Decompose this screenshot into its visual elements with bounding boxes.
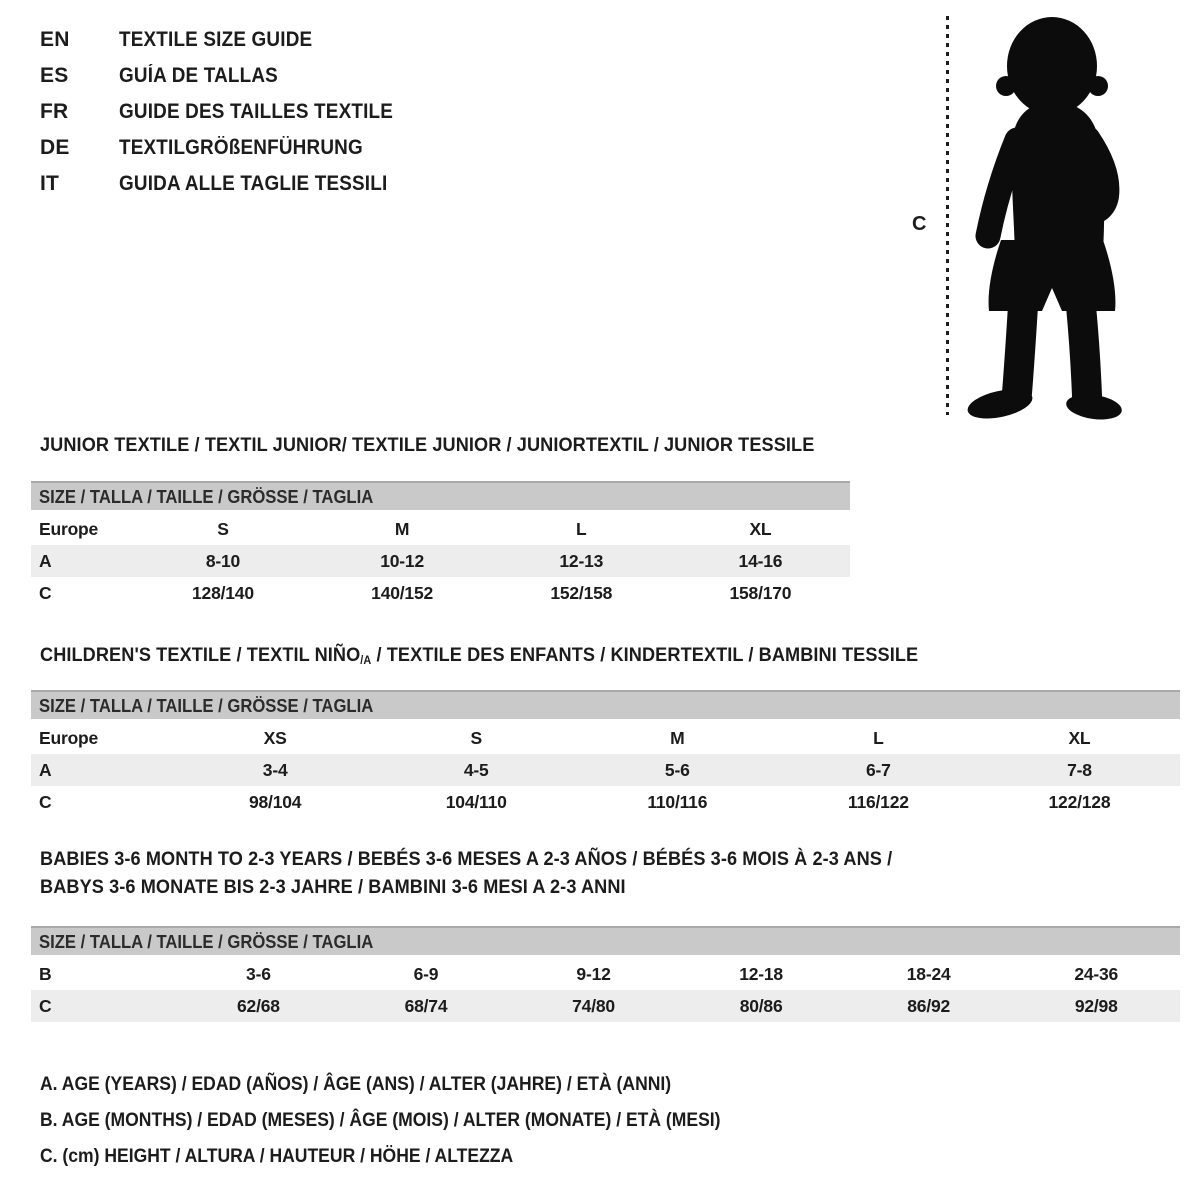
language-code: EN <box>40 28 70 51</box>
children-heading-suffix: / TEXTILE DES ENFANTS / KINDERTEXTIL / BAMBINI TESSILE <box>371 644 919 666</box>
value-cell: 122/128 <box>1048 791 1111 812</box>
language-code: ES <box>40 64 69 87</box>
children-size-table <box>31 690 1180 818</box>
junior-section-heading <box>40 434 873 457</box>
value-cell: 14-16 <box>671 545 850 577</box>
babies-section-heading <box>40 845 956 901</box>
language-row <box>40 130 423 166</box>
value-cell: 5-6 <box>577 754 778 786</box>
junior-heading-text: JUNIOR TEXTILE / TEXTIL JUNIOR/ TEXTILE JUNIOR / JUNIORTEXTIL / JUNIOR TESSILE <box>40 434 815 456</box>
language-code: IT <box>40 172 60 195</box>
height-measure-label: C <box>912 213 927 235</box>
value-cell: 98/104 <box>248 791 302 812</box>
value-cell: 12-13 <box>492 545 671 577</box>
value-cell: 116/122 <box>847 791 909 812</box>
language-row <box>40 94 423 130</box>
value-cell: 62/68 <box>175 990 343 1022</box>
size-header-row <box>31 482 850 512</box>
children-section-heading <box>40 644 984 667</box>
footnote-c-text: C. (cm) HEIGHT / ALTURA / HAUTEUR / HÖHE / ALTEZZA <box>40 1145 514 1167</box>
row-label-cell: C <box>39 582 52 603</box>
junior-size-table <box>31 481 850 609</box>
language-title: GUIDA ALLE TAGLIE TESSILI <box>119 172 388 195</box>
value-cell: L <box>576 518 587 539</box>
children-heading-sub: /A <box>360 653 372 667</box>
footnote-a-text: A. AGE (YEARS) / EDAD (AÑOS) / ÂGE (ANS) / ALTER (JAHRE) / ETÀ (ANNI) <box>40 1073 672 1095</box>
footnote-c <box>40 1138 796 1174</box>
value-cell: 152/158 <box>550 582 613 603</box>
language-code: FR <box>40 100 69 123</box>
value-cell: 6-9 <box>413 963 439 984</box>
table-row <box>31 512 850 546</box>
table-row <box>31 545 850 577</box>
table-row <box>31 957 1180 991</box>
children-heading-prefix: CHILDREN'S TEXTILE / TEXTIL NIÑO <box>40 644 361 666</box>
row-label-cell: B <box>39 963 52 984</box>
language-code: DE <box>40 136 70 159</box>
value-cell: 104/110 <box>445 791 507 812</box>
value-cell: S <box>470 727 482 748</box>
row-label-cell: A <box>31 754 175 786</box>
language-row <box>40 166 423 202</box>
value-cell: 86/92 <box>845 990 1013 1022</box>
size-header-label <box>31 927 1180 957</box>
value-cell: 3-6 <box>246 963 271 984</box>
language-row <box>40 22 423 58</box>
size-header-label <box>31 691 1180 721</box>
size-header-text: SIZE / TALLA / TAILLE / GRÖSSE / TAGLIA <box>39 930 374 952</box>
language-row <box>40 58 423 94</box>
babies-heading-line2-text: BABYS 3-6 MONATE BIS 2-3 JAHRE / BAMBINI 3-6 MESI A 2-3 ANNI <box>40 876 626 898</box>
value-cell: 68/74 <box>342 990 510 1022</box>
row-label-cell: Europe <box>39 727 99 748</box>
value-cell: M <box>394 518 410 539</box>
value-cell: 8-10 <box>133 545 312 577</box>
value-cell: 12-18 <box>739 963 783 984</box>
value-cell: 9-12 <box>576 963 611 984</box>
value-cell: 80/86 <box>677 990 845 1022</box>
table-row <box>31 990 1180 1022</box>
value-cell: 74/80 <box>510 990 678 1022</box>
value-cell: 128/140 <box>192 582 254 603</box>
value-cell: 92/98 <box>1012 990 1180 1022</box>
value-cell: 3-4 <box>175 754 376 786</box>
size-header-row <box>31 691 1180 721</box>
table-row <box>31 786 1180 818</box>
value-cell: 24-36 <box>1074 963 1119 984</box>
value-cell: XL <box>1068 727 1091 748</box>
value-cell: 10-12 <box>313 545 492 577</box>
value-cell: XS <box>263 727 287 748</box>
value-cell: L <box>873 727 884 748</box>
footnote-a <box>40 1066 796 1102</box>
row-label-cell: A <box>31 545 133 577</box>
footnote-b <box>40 1102 796 1138</box>
row-label-cell: Europe <box>39 518 99 539</box>
row-label-cell: C <box>31 990 175 1022</box>
language-title: TEXTILGRÖßENFÜHRUNG <box>119 136 363 159</box>
value-cell: 140/152 <box>371 582 434 603</box>
babies-heading-line1-text: BABIES 3-6 MONTH TO 2-3 YEARS / BEBÉS 3-6 MESES A 2-3 AÑOS / BÉBÉS 3-6 MOIS À 2-3 ANS / <box>40 848 893 870</box>
language-title: TEXTILE SIZE GUIDE <box>119 28 313 51</box>
value-cell: 110/116 <box>647 791 708 812</box>
language-title-list <box>40 22 423 202</box>
value-cell: XL <box>749 518 772 539</box>
language-title: GUIDE DES TAILLES TEXTILE <box>119 100 394 123</box>
babies-heading-line2 <box>40 873 956 901</box>
height-measure-dotted-line <box>946 16 949 415</box>
babies-size-table <box>31 926 1180 1022</box>
table-row <box>31 754 1180 786</box>
size-header-text: SIZE / TALLA / TAILLE / GRÖSSE / TAGLIA <box>39 694 374 716</box>
value-cell: 158/170 <box>729 582 792 603</box>
value-cell: 18-24 <box>906 963 951 984</box>
table-row <box>31 721 1180 755</box>
value-cell: M <box>670 727 685 748</box>
value-cell: S <box>217 518 229 539</box>
babies-heading-line1 <box>40 845 956 873</box>
size-header-text: SIZE / TALLA / TAILLE / GRÖSSE / TAGLIA <box>39 485 374 507</box>
language-title: GUÍA DE TALLAS <box>119 64 278 87</box>
table-row <box>31 577 850 609</box>
children-heading-text <box>40 644 918 667</box>
size-header-label <box>31 482 850 512</box>
footnote-b-text: B. AGE (MONTHS) / EDAD (MESES) / ÂGE (MOIS) / ALTER (MONATE) / ETÀ (MESI) <box>40 1109 721 1131</box>
footnotes <box>40 1066 796 1174</box>
size-header-row <box>31 927 1180 957</box>
value-cell: 6-7 <box>778 754 979 786</box>
value-cell: 7-8 <box>979 754 1180 786</box>
value-cell: 4-5 <box>376 754 577 786</box>
row-label-cell: C <box>39 791 52 812</box>
toddler-silhouette-icon <box>957 12 1143 422</box>
